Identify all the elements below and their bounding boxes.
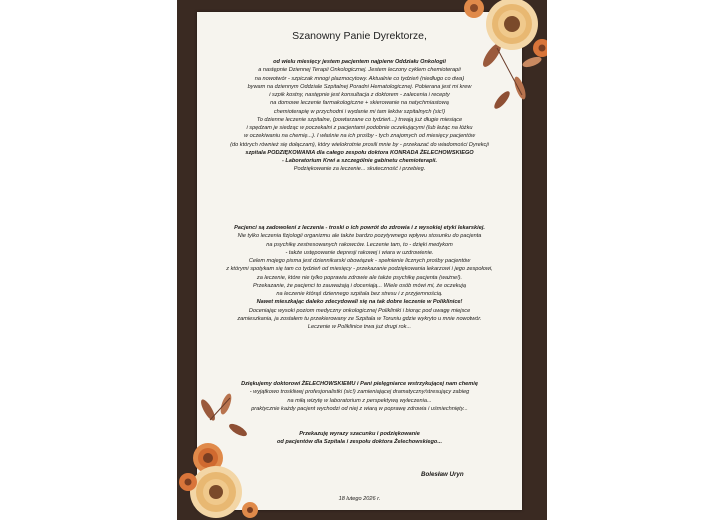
letter-line: szpitala PODZIĘKOWANIA dla całego zespołu doktora KONRADA ŻELECHOWSKIEGO	[245, 149, 474, 156]
letter-line: na miłą wizytę w laboratorium z perspektywą wyleczenia...	[287, 397, 432, 404]
letter-line: - także ustępowanie depresji rakowej i wiara w uzdrowienie.	[285, 249, 434, 256]
flower-icon	[464, 0, 547, 57]
date: 18 lutego 2026 r.	[338, 496, 381, 502]
letter-line: Nawet mieszkając daleko zdecydowali się na tak dobre leczenie w Poliklinice!	[256, 299, 463, 306]
letter-line: na leczenie którąś dziennego szpitala bez stresu i z przyjemnością.	[276, 291, 443, 297]
letter-line: na domowe leczenie farmakologiczne + skierowanie na natychmiastową	[270, 100, 449, 107]
letter-line: - wyjątkowo troskliwej profesjonalistki (sic!) zamieniającej dramatyczny/stresujący zabieg	[249, 389, 470, 396]
flower-icon	[179, 443, 258, 518]
letter-line: za leczenie, które nie tylko poprawia zdrowie ale także psychikę pacjenta (ważne!).	[256, 274, 463, 281]
letter-line: - Laboratorium Krwi a szczególnie gabinetu chemioterapii.	[281, 158, 438, 164]
letter-line: i szpik kostny, następnie jest konsultacja z doktorem - zalecenia i recepty	[269, 92, 450, 98]
signature: Bolesław Uryn	[421, 471, 464, 478]
letter-line: Przekazuję wyrazy szacunku i podziękowanie	[299, 431, 420, 437]
letter-line: od wielu miesięcy jestem pacjentem najpierw Oddziału Onkologii	[273, 59, 446, 65]
letter-line: To dzienne leczenie szpitalne, (powtarzane co tydzień...) trwają już długie miesiące	[256, 116, 463, 123]
letter-line: (do których również się dołączam), który wielokrotnie prosili mnie by - przekazać do wiadomości Dyrekcji	[230, 141, 489, 148]
letter-line: Pacjenci są zadowoleni z leczenia - troski o ich powrót do zdrowia i z wysokiej etyki lekarskiej.	[234, 225, 485, 231]
letter-line: zamieszkania, ja zostałem tu przekierowany ze Szpitala w Toruniu gdzie wykryto u mnie nowotwór.	[237, 315, 482, 322]
letter-line: Dziękujemy doktorowi ŻELECHOWSKIEMU i Pani pielęgniarce wstrzykującej nam chemię	[241, 381, 478, 387]
letter-line: chemioterapię w przychodni i wydanie mi tam leków szpitalnych (sic!)	[273, 108, 446, 115]
leaf-icon	[199, 392, 249, 438]
flower-cluster-top-right	[462, 0, 547, 115]
letter-line: na psychikę zestresowanych rakowców. Leczenie tam, to - dzięki medykom	[266, 241, 453, 248]
leaf-icon	[480, 41, 543, 111]
letter-line: z którymi spotykam się tam co tydzień od miesięcy - przekazanie podziękowania lekarzowi i jego zespołowi,	[226, 266, 493, 273]
salutation: Szanowny Panie Dyrektorze,	[292, 30, 427, 42]
letter-line: Podziękowanie za leczenie... skuteczność i przebieg.	[293, 166, 426, 173]
letter-line: i spędzam je siedząc w poczekalni z pacjentami podobnie oczekującymi (lub leżąc na łóżku	[246, 125, 473, 131]
letter-line: bywam na dziennym Oddziale Szpitalnej Poradni Hematologicznej. Pobierana jest mi krew	[247, 83, 472, 90]
letter-line: Nie tylko leczenia fizjologii organizmu ale także bardzo pozytywnego wpływu stosunku do pacjenta	[237, 233, 482, 240]
letter-line: na nowotwór - szpiczak mnogi plazmocytowy. Aktualnie co tydzień (niedługo co dwa)	[254, 75, 465, 82]
letter-line: od pacjentów dla Szpitala i zespołu doktora Żelechowskiego...	[276, 439, 443, 446]
letter-line: Celem mojego pisma jest dziennikarski obowiązek - spełnienie licznych prośby pacjentów	[248, 258, 471, 264]
paragraph-2	[197, 224, 522, 331]
letter-line: Doceniając wysoki poziom medyczny onkologicznej Polikliniki i biorąc pod uwagę miejsce	[248, 307, 471, 314]
flower-cluster-bottom-left	[178, 390, 268, 520]
letter-line: Przekazanie, że pacjenci to zauważają i doceniają... Wiele osób mówi mi, że oczekują	[253, 282, 466, 289]
letter-line: Leczenie w Poliklinice trwa już drugi rok...	[307, 324, 412, 330]
letter-line: w oczekiwaniu na chemię...). I właśnie na ich prośby - tych znajomych od miesięcy pacjentów	[244, 133, 475, 140]
letter-line: a następnie Dziennej Terapii Onkologicznej. Jestem leczony cyklem chemioterapii	[258, 67, 461, 74]
letter-line: praktycznie każdy pacjent wychodzi od niej z wiarą w poprawę zdrowia i uśmiechnięty...	[251, 405, 468, 412]
